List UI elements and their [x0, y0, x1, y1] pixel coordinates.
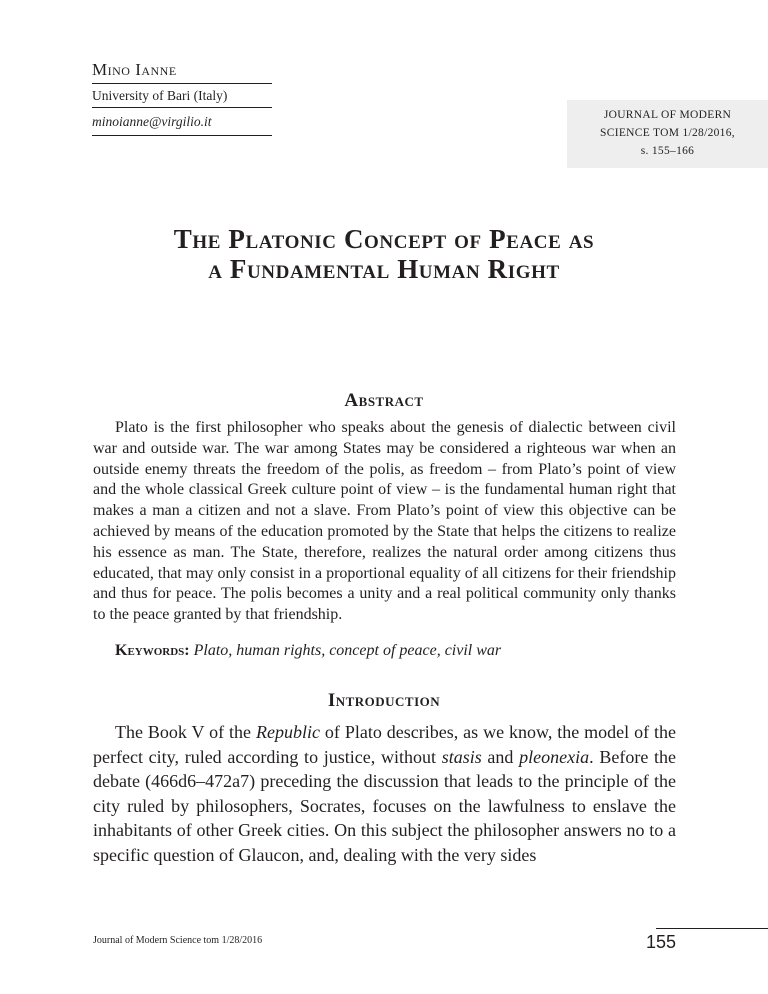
journal-info-box	[567, 100, 768, 168]
intro-italic-pleonexia: pleonexia	[519, 746, 590, 767]
author-email[interactable]: minoianne@virgilio.it	[92, 108, 272, 136]
author-block	[92, 60, 272, 136]
footer-journal-name: Journal of Modern Science tom 1/28/2016	[93, 935, 263, 946]
introduction-paragraph	[93, 720, 676, 868]
author-name: Mino Ianne	[92, 60, 272, 84]
keywords-list: Plato, human rights, concept of peace, civil war	[193, 642, 502, 659]
intro-text-segment: of Plato describes, as we know, the model of the perfect city, ruled according to justice, without	[93, 722, 677, 767]
intro-italic-stasis: stasis	[441, 746, 482, 767]
author-affiliation: University of Bari (Italy)	[92, 84, 272, 108]
journal-volume-line: SCIENCE TOM 1/28/2016,	[600, 127, 735, 139]
article-title-line-1: The Platonic Concept of Peace as	[173, 224, 595, 254]
article-title-line-2: a Fundamental Human Right	[208, 254, 560, 284]
keywords-label: Keywords:	[115, 642, 190, 659]
abstract-text: Plato is the first philosopher who speaks about the genesis of dialectic between civil war and outside war. The war among States may be considered a righteous war when an outside enemy threats the freedom of the polis, as freedom – from Plato’s point of view and the whole classical Greek culture point of view – is the fundamental human right that makes a man a citizen and not a slave. From Plato’s point of view this objective can be achieved by means of the education promoted by the State that helps the citizens to realize his essence as man. The State, therefore, realizes the natural order among citizens thus educated, that may only consist in a proportional equality of all citizens for their friendship and thus for peace. The polis becomes a unity and a real political community only thanks to the peace granted by that friendship.	[93, 419, 676, 624]
journal-pages-line: s. 155–166	[640, 145, 695, 157]
intro-italic-republic: Republic	[255, 722, 320, 742]
abstract-heading: Abstract	[344, 390, 424, 411]
article-title	[0, 224, 768, 284]
page-number: 155	[645, 932, 676, 952]
intro-text-segment: and	[481, 746, 520, 767]
keywords	[115, 642, 675, 660]
journal-name-line: JOURNAL OF MODERN	[603, 109, 732, 121]
footer-rule	[656, 928, 768, 929]
intro-text-segment: The Book V of the	[115, 722, 256, 742]
intro-text-segment: . Before the debate (466d6–472a7) preceding the discussion that leads to the principle of the city ruled by philosophers, Socrates, focuses on the lawfulness to enslave the inhabitants of other Greek cities. On this subject the philosopher answers no to a specific question of Glaucon, and, dealing with the very sides	[93, 746, 677, 865]
introduction-heading: Introduction	[327, 690, 441, 711]
